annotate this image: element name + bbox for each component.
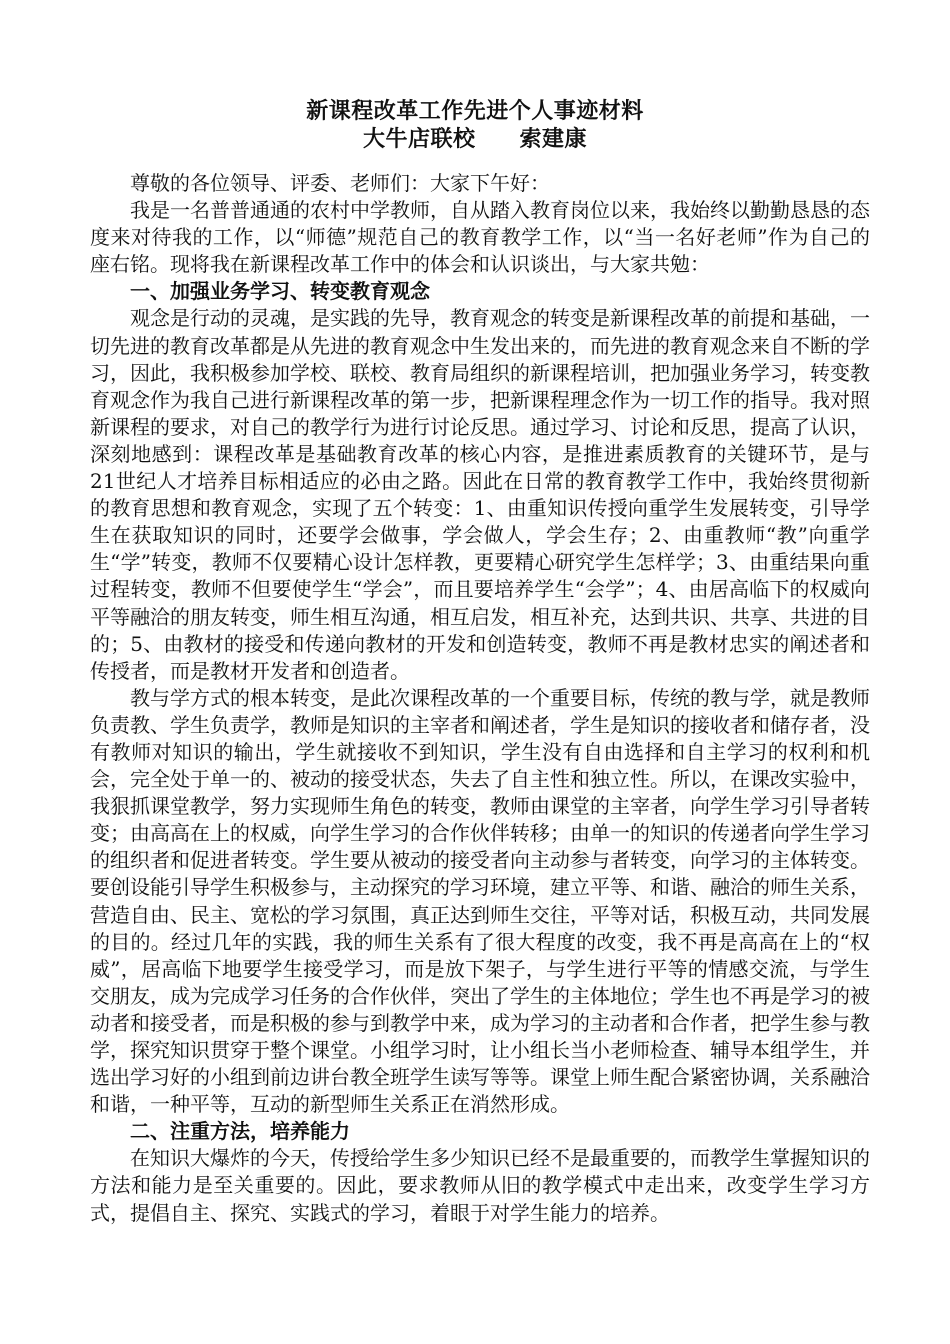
title-block [0, 97, 950, 153]
document-title: 新课程改革工作先进个人事迹材料 [306, 98, 644, 124]
section-1-paragraph-1: 观念是行动的灵魂，是实践的先导，教育观念的转变是新课程改革的前提和基础，一切先进的教育改革都是从先进的教育观念中生发出来的，而先进的教育观念来自不断的学习，因此，我积极参加学校、联校、教育局组织的新课程培训，把加强业务学习，转变教育观念作为我自己进行新课程改革的第一步，把新课程理念作为一切工作的指导。我对照新课程的要求，对自己的教学行为进行讨论反思。通过学习、讨论和反思，提高了认识，深刻地感到：课程改革是基础教育改革的核心内容，是推进素质教育的关键环节，是与21世纪人才培养目标相适应的必由之路。因此在日常的教育教学工作中，我始终贯彻新的教育思想和教育观念，实现了五个转变：1、由重知识传授向重学生发展转变，引导学生在获取知识的同时，还要学会做事，学会做人，学会生存；2、由重教师“教”向重学生“学”转变，教师不仅要精心设计怎样教，更要精心研究学生怎样学；3、由重结果向重过程转变，教师不但要使学生“学会”，而且要培养学生“会学”；4、由居高临下的权威向平等融洽的朋友转变，师生相互沟通，相互启发，相互补充，达到共识、共享、共进的目的；5、由教材的接受和传递向教材的开发和创造转变，教师不再是教材忠实的阐述者和传授者，而是教材开发者和创造者。 [90, 306, 870, 683]
author-line [0, 125, 950, 153]
author-name: 索建康 [519, 126, 588, 152]
section-1-heading: 一、加强业务学习、转变教育观念 [130, 279, 430, 304]
section-2-heading: 二、注重方法，培养能力 [130, 1119, 350, 1144]
greeting: 尊敬的各位领导、评委、老师们：大家下午好： [130, 171, 550, 195]
document-body [90, 170, 870, 1227]
section-2-paragraph-1: 在知识大爆炸的今天，传授给学生多少知识已经不是最重要的，而教学生掌握知识的方法和能力是至关重要的。因此，要求教师从旧的教学模式中走出来，改变学生学习方式，提倡自主、探究、实践式的学习，着眼于对学生能力的培养。 [90, 1146, 870, 1225]
school-name: 大牛店联校 [362, 126, 476, 152]
section-1-paragraph-2: 教与学方式的根本转变，是此次课程改革的一个重要目标，传统的教与学，就是教师负责教、学生负责学，教师是知识的主宰者和阐述者，学生是知识的接收者和储存者，没有教师对知识的输出，学生就接收不到知识，学生没有自由选择和自主学习的权利和机会，完全处于单一的、被动的接受状态，失去了自主性和独立性。所以，在课改实验中，我狠抓课堂教学，努力实现师生角色的转变，教师由课堂的主宰者，向学生学习引导者转变；由高高在上的权威，向学生学习的合作伙伴转移；由单一的知识的传递者向学生学习的组织者和促进者转变。学生要从被动的接受者向主动参与者转变，向学习的主体转变。要创设能引导学生积极参与，主动探究的学习环境，建立平等、和谐、融洽的师生关系，营造自由、民主、宽松的学习氛围，真正达到师生交往，平等对话，积极互动，共同发展的目的。经过几年的实践，我的师生关系有了很大程度的改变，我不再是高高在上的“权威”，居高临下地要学生接受学习，而是放下架子，与学生进行平等的情感交流，与学生交朋友，成为完成学习任务的合作伙伴，突出了学生的主体地位；学生也不再是学习的被动者和接受者，而是积极的参与到教学中来，成为学习的主动者和合作者，把学生参与教学，探究知识贯穿于整个课堂。小组学习时，让小组长当小老师检查、辅导本组学生，并选出学习好的小组到前边讲台教全班学生读写等等。课堂上师生配合紧密协调，关系融洽和谐，一种平等，互动的新型师生关系正在消然形成。 [90, 685, 870, 1117]
intro-paragraph: 我是一名普普通通的农村中学教师，自从踏入教育岗位以来，我始终以勤勤恳恳的态度来对待我的工作，以“师德”规范自己的教育教学工作，以“当一名好老师”作为自己的座右铭。现将我在新课程改革工作中的体会和认识谈出，与大家共勉： [90, 198, 870, 277]
